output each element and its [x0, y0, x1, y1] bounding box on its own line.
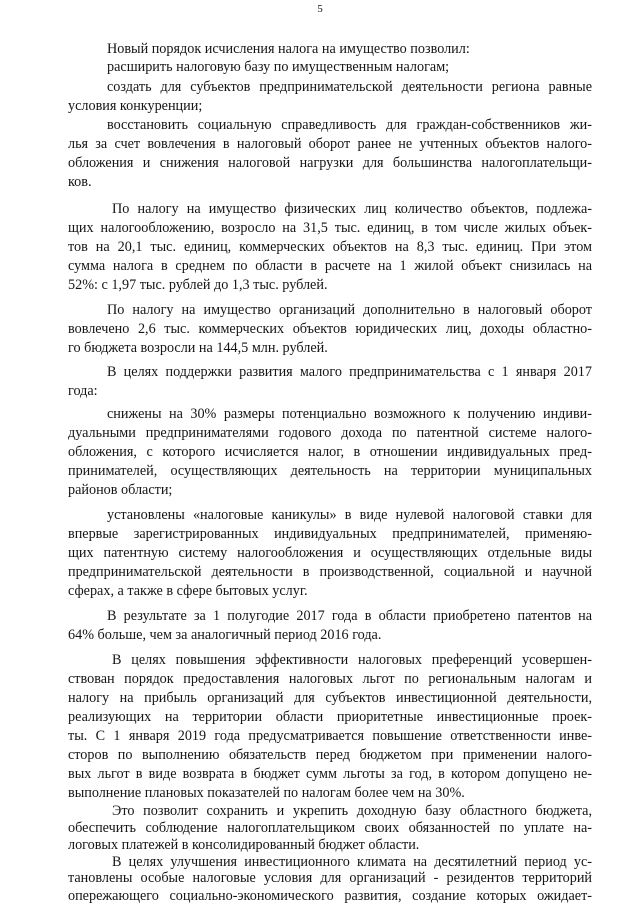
- text-line: создать для субъектов предпринимательской деятельности региона равные: [107, 79, 592, 95]
- text-line: принимателей, осуществляющих деятельность на территории муниципальных: [68, 463, 592, 479]
- text-line: тановлены особые налоговые условия для организаций - резидентов территорий: [68, 870, 592, 886]
- text-line: щих патентную систему налогообложения и осуществляющих отдельные виды: [68, 545, 592, 561]
- text-line: снижены на 30% размеры потенциально возможного к получению индиви-: [107, 406, 592, 422]
- text-line: По налогу на имущество физических лиц количество объектов, подлежа-: [112, 201, 592, 217]
- text-line: ствован порядок предоставления налоговых льгот по региональным налогам и: [68, 671, 592, 687]
- text-line: предпринимательской деятельности в производственной, социальной и научной: [68, 564, 592, 580]
- text-line: В целях улучшения инвестиционного климата на десятилетний период ус-: [112, 854, 592, 870]
- text-line: По налогу на имущество организаций дополнительно в налоговый оборот: [107, 302, 592, 318]
- text-line: В целях повышения эффективности налоговых преференций усовершен-: [112, 652, 592, 668]
- text-line: Это позволит сохранить и укрепить доходную базу областного бюджета,: [112, 803, 592, 819]
- text-line: логовых платежей в консолидированный бюджет области.: [68, 837, 420, 853]
- text-line: сферах, а также в сфере бытовых услуг.: [68, 583, 308, 599]
- text-line: тов на 20,1 тыс. единиц, коммерческих объектов на 8,3 тыс. единиц. При этом: [68, 239, 592, 255]
- text-line: восстановить социальную справедливость для граждан-собственников жи-: [107, 117, 592, 133]
- text-line: налогу на прибыль организаций для субъектов инвестиционной деятельности,: [68, 690, 592, 706]
- text-line: районов области;: [68, 482, 173, 498]
- text-line: ты. С 1 января 2019 года предусматривается повышение ответственности инве-: [68, 728, 592, 744]
- text-line: вых льгот в виде возврата в бюджет сумм льготы за год, в котором допущено не-: [68, 766, 592, 782]
- text-line: года:: [68, 383, 98, 399]
- text-line: сторов по выполнению обязательств перед бюджетом при применении налого-: [68, 747, 592, 763]
- text-line: 52%: с 1,97 тыс. рублей до 1,3 тыс. рублей.: [68, 277, 328, 293]
- text-line: обложения, с которого исчисляется налог, в отношении индивидуальных пред-: [68, 444, 592, 460]
- text-line: выполнение плановых показателей по налогам более чем на 30%.: [68, 785, 465, 801]
- text-line: 64% больше, чем за аналогичный период 2016 года.: [68, 627, 382, 643]
- text-line: условия конкуренции;: [68, 98, 203, 114]
- text-line: го бюджета возросли на 144,5 млн. рублей.: [68, 340, 328, 356]
- text-line: впервые зарегистрированных индивидуальных предпринимателей, применяю-: [68, 526, 592, 542]
- text-line: обеспечить соблюдение налогоплательщиком своих обязанностей по уплате на-: [68, 820, 592, 836]
- text-line: В результате за 1 полугодие 2017 года в области приобретено патентов на: [107, 608, 592, 624]
- text-line: лья за счет вовлечения в налоговый оборот ранее не учтенных объектов налого-: [68, 136, 592, 152]
- text-line: В целях поддержки развития малого предпринимательства с 1 января 2017: [107, 364, 592, 380]
- text-line: щих налогообложению, возросло на 31,5 тыс. единиц, в том числе жилых объек-: [68, 220, 592, 236]
- text-line: Новый порядок исчисления налога на имущество позволил:: [107, 41, 470, 57]
- text-line: опережающего социально-экономического развития, создание которых ожидает-: [68, 888, 592, 904]
- page-number: 5: [317, 3, 323, 15]
- text-line: расширить налоговую базу по имущественным налогам;: [107, 59, 450, 75]
- text-line: дуальными предпринимателями годового дохода по патентной системе налого-: [68, 425, 592, 441]
- text-line: установлены «налоговые каникулы» в виде нулевой налоговой ставки для: [107, 507, 592, 523]
- text-line: вовлечено 2,6 тыс. коммерческих объектов юридических лиц, доходы областно-: [68, 321, 592, 337]
- text-line: обложения и снижения налоговой нагрузки для большинства налогоплательщи-: [68, 155, 592, 171]
- text-line: ков.: [68, 174, 92, 190]
- text-line: реализующих на территории области приоритетные инвестиционные проек-: [68, 709, 592, 725]
- text-line: сумма налога в среднем по области в расчете на 1 жилой объект снизилась на: [68, 258, 592, 274]
